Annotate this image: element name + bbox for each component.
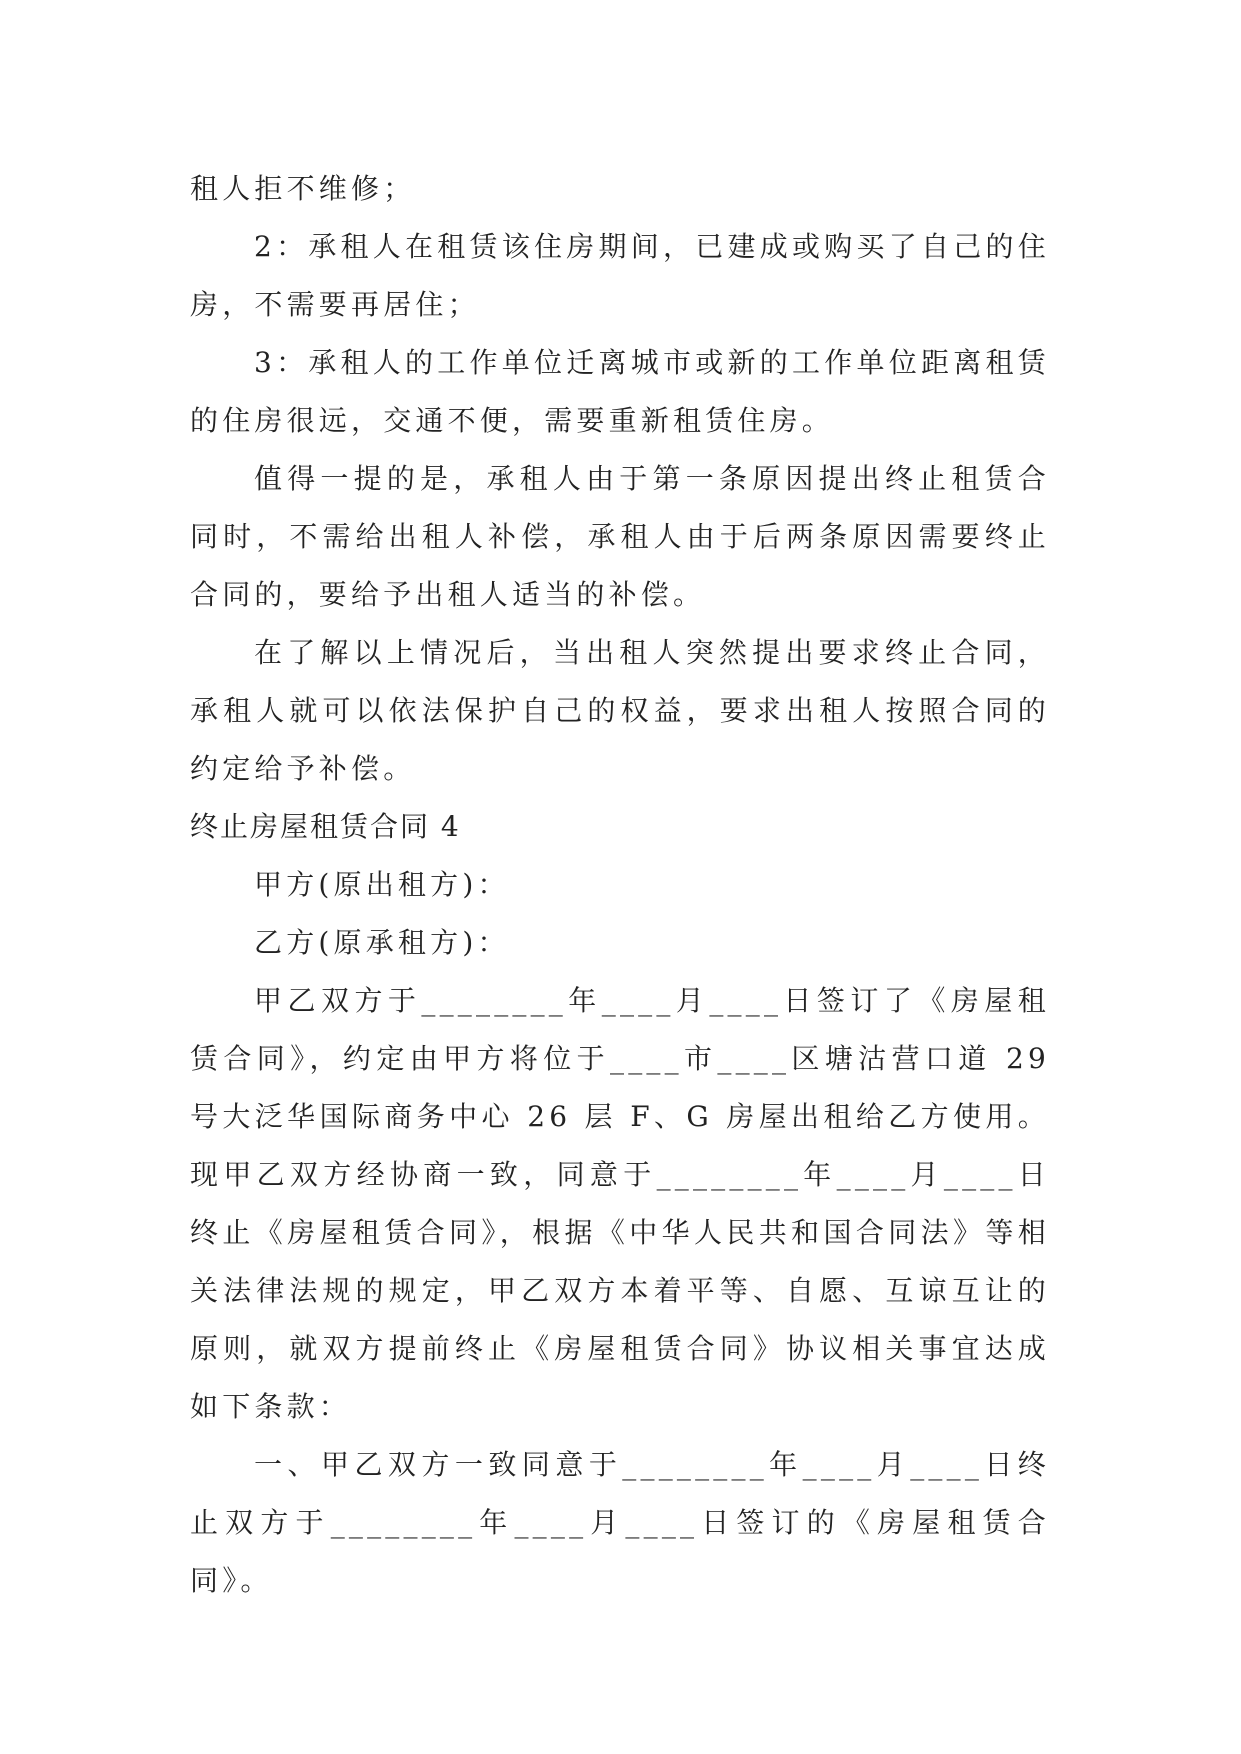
- paragraph-rights-protection: 在了解以上情况后，当出租人突然提出要求终止合同，承租人就可以依法保护自己的权益，要求出租人按照合同的约定给予补偿。: [190, 636, 1050, 785]
- party-a-line: 甲方(原出租方)：: [254, 868, 510, 901]
- paragraph-reason-3: 3：承租人的工作单位迁离城市或新的工作单位距离租赁的住房很远，交通不便，需要重新租赁住房。: [190, 346, 1050, 437]
- paragraph-compensation-note: 值得一提的是，承租人由于第一条原因提出终止租赁合同时，不需给出租人补偿，承租人由于后两条原因需要终止合同的，要给予出租人适当的补偿。: [190, 462, 1050, 611]
- party-b-line: 乙方(原承租方)：: [254, 926, 510, 959]
- paragraph-repair-refusal: 租人拒不维修；: [190, 172, 416, 205]
- paragraph-reason-2: 2：承租人在租赁该住房期间，已建成或购买了自己的住房，不需要再居住；: [190, 230, 1050, 321]
- section-heading: 终止房屋租赁合同 4: [190, 810, 461, 843]
- paragraph-agreement-background: 甲乙双方于________年____月____日签订了《房屋租赁合同》，约定由甲方将位于____市____区塘沽营口道 29 号大泛华国际商务中心 26 层 F、G 房屋出租给乙方使用。现甲乙双方经协商一致，同意于________年____月____日终止《房屋租赁合同》，根据《中华人民共和国合同法》等相关法律法规的规定，甲乙双方本着平等、自愿、互谅互让的原则，就双方提前终止《房屋租赁合同》协议相关事宜达成如下条款：: [190, 984, 1050, 1423]
- document-body: [190, 160, 1050, 1610]
- clause-one: 一、甲乙双方一致同意于________年____月____日终止双方于________年____月____日签订的《房屋租赁合同》。: [190, 1448, 1050, 1597]
